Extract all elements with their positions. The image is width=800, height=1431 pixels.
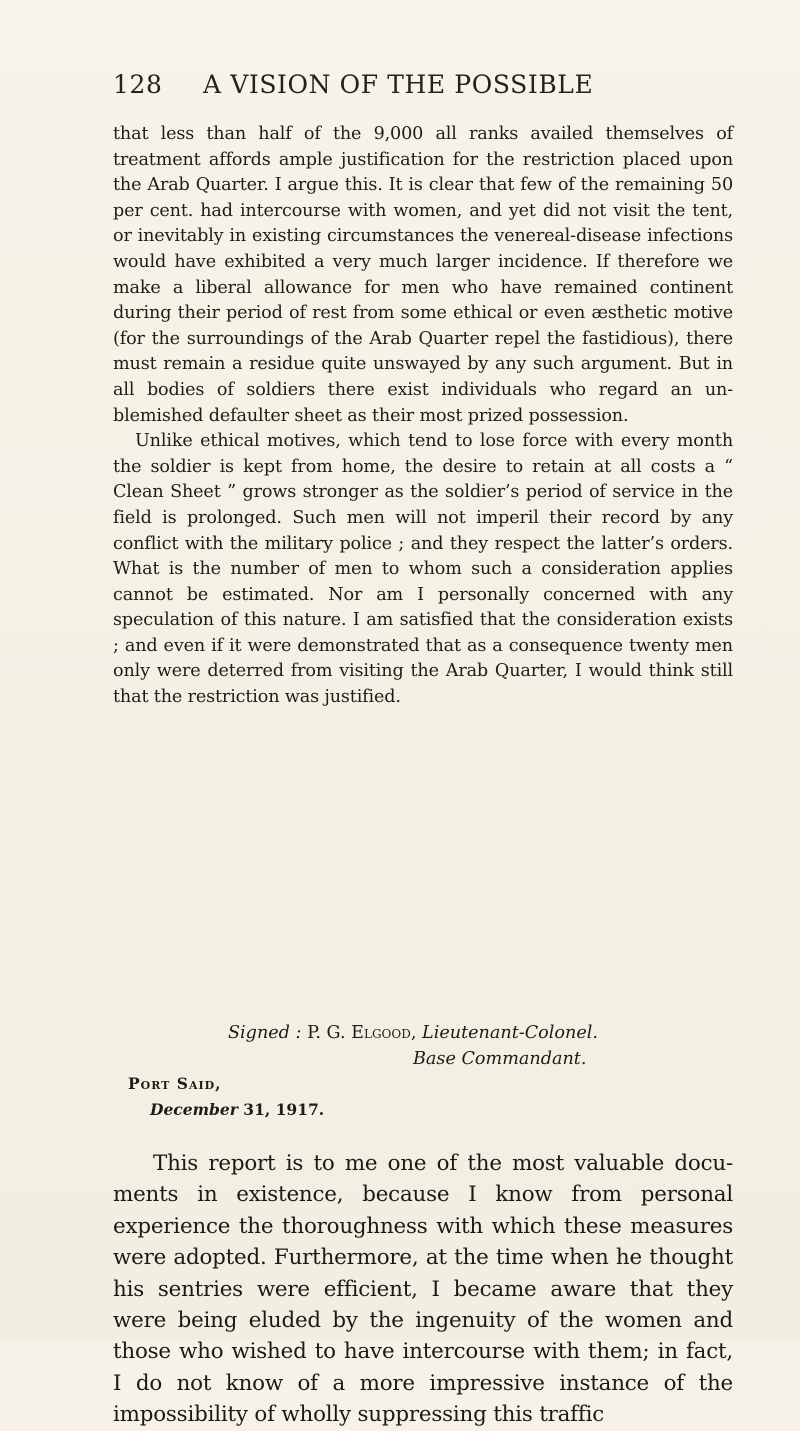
place-date <box>128 1071 324 1123</box>
signatory-name: P. G. Elgood, <box>307 1023 417 1043</box>
signatory-rank: Lieutenant-Colonel. <box>422 1023 598 1043</box>
date-rest: 31, 1917. <box>243 1100 325 1119</box>
main-text <box>113 1148 733 1431</box>
page-number: 128 <box>113 70 163 99</box>
signature-block <box>228 1020 748 1072</box>
main-paragraph: This report is to me one of the most valuable docu-ments in existence, because I know from personal experience the thoroughness with which these measures were adopted. Furthermore, at the time when he thought his sentries were efficient, I became aware that they were being eluded by the ingenuity of the women and those who wished to have intercourse with them; in fact, I do not know of a more impressive instance of the impossibility of wholly suppressing this traffic <box>113 1151 733 1428</box>
letter-paragraph: Unlike ethical motives, which tend to lose force with every month the soldier is kept from home, the desire to retain at all costs a “ Clean Sheet ” grows stronger as the soldier’s period of service in the field is prolonged. Such men will not imperil their record by any conflict with the military police ; and they respect the latter’s orders. What is the number of men to whom such a consideration applies cannot be estimated. Nor am I personally concerned with any speculation of this nature. I am satisfied that the consideration exists ; and even if it were demonstrated that as a consequence twenty men only were deterred from visiting the Arab Quarter, I would think still that the restriction was justified. <box>113 431 733 708</box>
signatory-role: Base Commandant. <box>413 1049 587 1069</box>
place: Port Said, <box>128 1074 222 1093</box>
date-month: December <box>150 1100 238 1119</box>
quoted-letter <box>113 122 733 711</box>
letter-paragraph: that less than half of the 9,000 all ranks availed themselves of treatment affords ample justification for the restriction placed upon the Arab Quarter. I argue this. It is clear that few of the remaining 50 per cent. had intercourse with women, and yet did not visit the tent, or inevitably in existing circumstances the venereal-disease infections would have exhibited a very much larger incidence. If therefore we make a liberal allowance for men who have remained continent during their period of rest from some ethical or even æsthetic motive (for the surroundings of the Arab Quarter repel the fastidious), there must remain a residue quite unswayed by any such argument. But in all bodies of soldiers there exist individuals who regard an un-blemished defaulter sheet as their most prized possession. <box>113 124 733 426</box>
running-head <box>113 64 733 104</box>
signed-label: Signed : <box>228 1023 302 1043</box>
running-title: A VISION OF THE POSSIBLE <box>203 70 594 99</box>
